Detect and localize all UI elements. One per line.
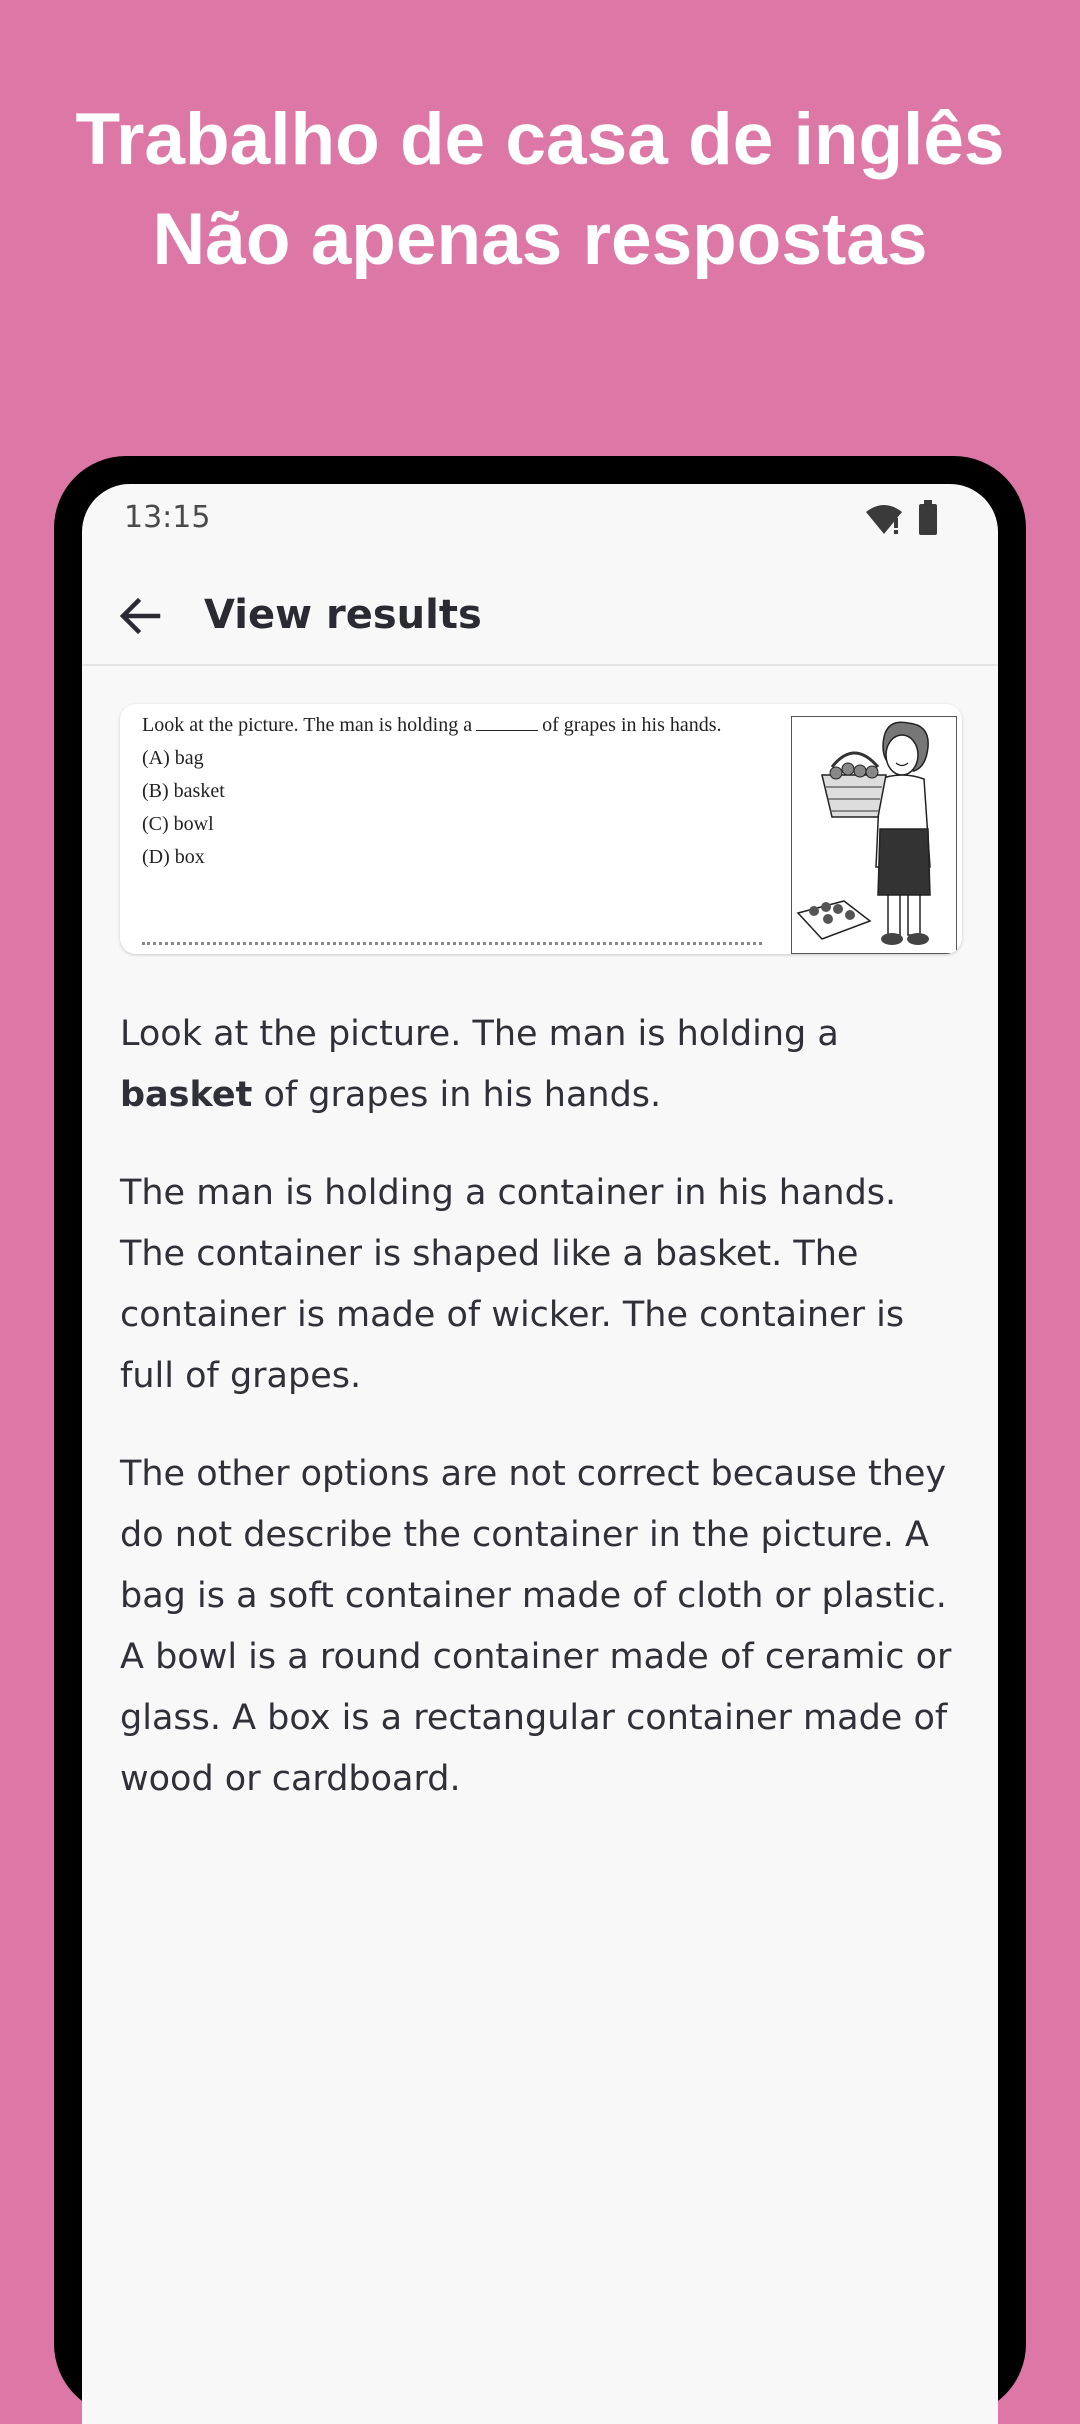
answer-paragraph-2: The man is holding a container in his hands. The container is shaped like a basket. The container is made of wicker. The container is full of grapes. [120, 1173, 905, 1396]
promo-headline [0, 90, 1080, 290]
battery-icon [918, 500, 938, 536]
phone-screen [82, 484, 998, 2424]
option-a: (A) bag [142, 747, 204, 769]
answer-text-end: of grapes in his hands. [252, 1075, 662, 1115]
headline-line-2: Não apenas respostas [152, 199, 928, 280]
answer-highlight: basket [120, 1075, 253, 1115]
man-with-basket-illustration [791, 716, 957, 954]
app-bar [82, 568, 998, 666]
status-bar [82, 484, 998, 568]
phone-frame [54, 456, 1026, 2416]
answer-paragraph-1 [120, 1004, 962, 1126]
status-time: 13:15 [124, 500, 211, 535]
option-b: (B) basket [142, 780, 225, 802]
question-prompt-end: of grapes in his hands. [542, 714, 722, 736]
question-prompt-start: Look at the picture. The man is holding a [142, 714, 473, 736]
question-cutoff-line [142, 942, 762, 954]
option-d: (D) box [142, 846, 205, 868]
headline-line-1: Trabalho de casa de inglês [75, 99, 1005, 180]
wifi-icon [864, 502, 904, 536]
page-title: View results [204, 592, 482, 638]
option-c: (C) bowl [142, 813, 214, 835]
answer-explanation [120, 1004, 962, 1847]
arrow-back-icon[interactable] [114, 590, 166, 642]
answer-paragraph-3: The other options are not correct because they do not describe the container in the picture. A bag is a soft container made of cloth or plastic. A bowl is a round container made of ceramic or glass. A box is a rectangular container made of wood or cardboard. [120, 1454, 952, 1799]
question-text [142, 714, 782, 879]
answer-text: Look at the picture. The man is holding a [120, 1014, 839, 1054]
question-image[interactable] [120, 704, 962, 954]
question-blank [476, 730, 538, 731]
